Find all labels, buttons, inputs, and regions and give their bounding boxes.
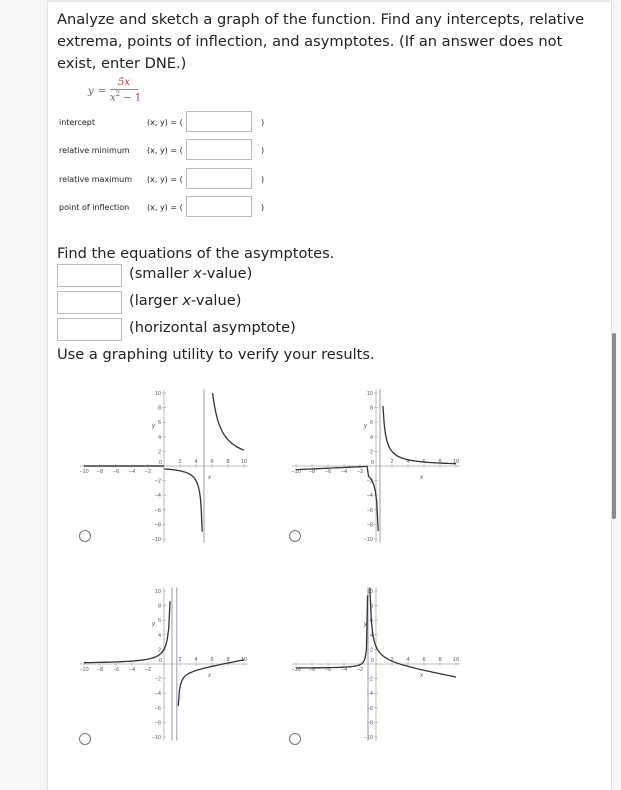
relative-minimum-label: relative minimum — [59, 146, 130, 155]
y-tick-label: −6 — [154, 507, 161, 514]
option-d-radio[interactable] — [289, 733, 301, 745]
y-tick-label: 2 — [369, 647, 373, 654]
y-tick-label: 10 — [366, 589, 373, 595]
formula-den-exp: 2 — [115, 90, 121, 98]
x-tick-label: −4 — [340, 469, 348, 475]
x-tick-label: −6 — [112, 667, 120, 673]
asymptote-label — [129, 292, 241, 309]
x-tick-label: −2 — [144, 667, 152, 673]
y-tick-label: −10 — [363, 735, 373, 741]
y-tick-label: 6 — [369, 420, 373, 427]
y-tick-label: −6 — [154, 705, 161, 712]
asymptote-label — [129, 265, 252, 282]
scrollbar[interactable] — [612, 333, 616, 519]
formula-den-const: 1 — [134, 92, 142, 104]
relative-maximum-input[interactable] — [186, 168, 252, 189]
origin-label: 0 — [158, 658, 162, 664]
intercept-input[interactable] — [186, 111, 252, 132]
x-tick-label: 6 — [422, 459, 426, 465]
y-tick-label: −2 — [154, 676, 161, 683]
y-tick-label: 2 — [157, 647, 161, 654]
x-tick-label: 4 — [406, 657, 410, 663]
origin-label: 0 — [370, 460, 374, 466]
y-axis-label: y — [152, 423, 155, 430]
xy-prefix: (x, y) = ( — [147, 118, 183, 127]
asymptotes-title: Find the equations of the asymptotes. — [57, 245, 335, 262]
xy-prefix: (x, y) = ( — [147, 146, 183, 155]
xy-prefix: (x, y) = ( — [147, 175, 183, 184]
question-card — [47, 0, 612, 790]
y-tick-label: −2 — [154, 478, 161, 485]
x-axis-label: x — [420, 475, 423, 481]
x-tick-label: 10 — [452, 657, 460, 663]
x-tick-label: −6 — [324, 469, 332, 475]
y-axis-label: y — [364, 423, 367, 430]
x-tick-label: −8 — [96, 469, 104, 475]
point-of-inflection-label: point of inflection — [59, 203, 130, 212]
y-tick-label: 10 — [154, 391, 161, 397]
asymptote-label-pre: (smaller — [129, 265, 194, 282]
asymptote-label-var: x — [182, 292, 191, 309]
option-a-radio[interactable] — [79, 530, 91, 542]
x-tick-label: −4 — [128, 469, 136, 475]
x-tick-label: 10 — [240, 459, 248, 465]
x-tick-label: −2 — [356, 667, 364, 673]
relative-minimum-input[interactable] — [186, 139, 252, 160]
y-tick-label: −8 — [366, 522, 373, 529]
y-tick-label: 8 — [157, 603, 161, 610]
x-tick-label: −6 — [112, 469, 120, 475]
y-tick-label: −10 — [363, 537, 373, 543]
x-tick-label: 8 — [226, 459, 230, 465]
x-tick-label: 10 — [452, 459, 460, 465]
y-axis-label: y — [364, 621, 367, 628]
asymptote-label-post: -value) — [201, 265, 253, 282]
y-tick-label: 4 — [369, 434, 373, 441]
close-paren: ) — [261, 118, 265, 127]
x-tick-label: −10 — [79, 469, 89, 475]
asymptote-label-pre: (larger — [129, 292, 183, 309]
y-tick-label: −6 — [366, 705, 373, 712]
x-tick-label: −8 — [308, 667, 316, 673]
y-tick-label: 6 — [369, 618, 373, 625]
point-of-inflection-input[interactable] — [186, 196, 252, 217]
x-tick-label: −8 — [96, 667, 104, 673]
formula-numerator: 5x — [118, 77, 131, 88]
option-b-radio[interactable] — [289, 530, 301, 542]
y-tick-label: −2 — [366, 676, 373, 683]
asymptote-label — [129, 319, 296, 336]
intercept-label: intercept — [59, 118, 95, 127]
horizontal-asymptote-input[interactable] — [57, 318, 122, 341]
close-paren: ) — [261, 146, 265, 155]
x-tick-label: −10 — [291, 667, 301, 673]
y-tick-label: −10 — [151, 537, 161, 543]
x-tick-label: 2 — [390, 459, 394, 465]
y-tick-label: −8 — [154, 720, 161, 727]
x-tick-label: −8 — [308, 469, 316, 475]
y-tick-label: 6 — [157, 420, 161, 427]
y-tick-label: 4 — [369, 632, 373, 639]
smaller-x-asymptote-input[interactable] — [57, 264, 122, 287]
close-paren: ) — [261, 175, 265, 184]
x-axis-label: x — [208, 673, 211, 679]
x-tick-label: 10 — [240, 657, 248, 663]
asymptote-label-pre: (horizontal asymptote) — [129, 319, 296, 336]
formula-lhs: y — [88, 86, 94, 97]
formula-den-var: x — [110, 92, 116, 104]
y-tick-label: 8 — [369, 603, 373, 610]
x-tick-label: −2 — [356, 469, 364, 475]
y-tick-label: 2 — [369, 449, 373, 456]
x-tick-label: −4 — [340, 667, 348, 673]
origin-label: 0 — [370, 658, 374, 664]
y-tick-label: −4 — [154, 493, 161, 500]
x-tick-label: 2 — [390, 657, 394, 663]
x-tick-label: 6 — [210, 459, 214, 465]
x-tick-label: 4 — [194, 459, 198, 465]
formula-equals: = — [98, 86, 107, 97]
larger-x-asymptote-input[interactable] — [57, 291, 122, 314]
x-tick-label: 2 — [178, 459, 182, 465]
x-tick-label: 8 — [438, 459, 442, 465]
y-tick-label: 4 — [157, 632, 161, 639]
y-tick-label: 8 — [369, 405, 373, 412]
xy-prefix: (x, y) = ( — [147, 203, 183, 212]
relative-maximum-label: relative maximum — [59, 175, 133, 184]
y-tick-label: −4 — [154, 691, 161, 698]
x-tick-label: 6 — [210, 657, 214, 663]
origin-label: 0 — [158, 460, 162, 466]
y-tick-label: −2 — [366, 478, 373, 485]
asymptote-label-var: x — [193, 265, 202, 282]
x-tick-label: 6 — [422, 657, 426, 663]
close-paren: ) — [261, 203, 265, 212]
y-tick-label: 10 — [154, 589, 161, 595]
divider — [47, 0, 610, 2]
x-tick-label: −10 — [79, 667, 89, 673]
y-tick-label: 4 — [157, 434, 161, 441]
formula-den-minus: − — [120, 92, 135, 104]
x-tick-label: 8 — [438, 657, 442, 663]
formula-denominator — [110, 90, 141, 103]
x-tick-label: −6 — [324, 667, 332, 673]
y-tick-label: −6 — [366, 507, 373, 514]
x-tick-label: 4 — [406, 459, 410, 465]
asymptote-label-post: -value) — [190, 292, 242, 309]
x-axis-label: x — [208, 475, 211, 481]
y-tick-label: −8 — [154, 522, 161, 529]
y-axis-label: y — [152, 621, 155, 628]
y-tick-label: 8 — [157, 405, 161, 412]
question-text: Analyze and sketch a graph of the function. Find any intercepts, relative extrema, points of inflection, and asymptotes. (If an answer does not exist, enter DNE.) — [57, 11, 585, 72]
x-tick-label: −10 — [291, 469, 301, 475]
x-tick-label: −2 — [144, 469, 152, 475]
x-tick-label: −4 — [128, 667, 136, 673]
y-tick-label: 2 — [157, 449, 161, 456]
y-tick-label: −10 — [151, 735, 161, 741]
y-tick-label: −8 — [366, 720, 373, 727]
x-tick-label: 2 — [178, 657, 182, 663]
y-tick-label: 6 — [157, 618, 161, 625]
y-tick-label: −4 — [366, 493, 373, 500]
verify-text: Use a graphing utility to verify your results. — [57, 346, 375, 363]
y-tick-label: 10 — [366, 391, 373, 397]
y-tick-label: −4 — [366, 691, 373, 698]
x-tick-label: 4 — [194, 657, 198, 663]
x-axis-label: x — [420, 673, 423, 679]
option-c-radio[interactable] — [79, 733, 91, 745]
x-tick-label: 8 — [226, 657, 230, 663]
